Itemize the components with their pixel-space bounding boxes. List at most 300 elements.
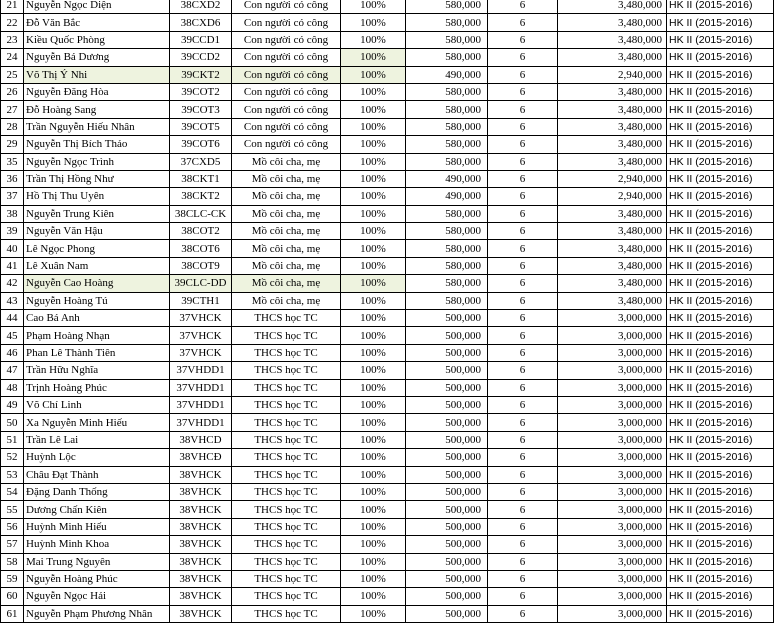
semester-cell[interactable]: HK II (2015-2016) [667, 205, 774, 222]
semester-cell[interactable]: HK II (2015-2016) [667, 518, 774, 535]
months-cell[interactable]: 6 [488, 275, 558, 292]
monthly-amount-cell[interactable]: 580,000 [406, 240, 488, 257]
semester-cell[interactable]: HK II (2015-2016) [667, 588, 774, 605]
months-cell[interactable]: 6 [488, 14, 558, 31]
row-number-cell[interactable]: 43 [1, 292, 24, 309]
class-code-cell[interactable]: 38VHCK [170, 605, 232, 622]
category-cell[interactable]: THCS học TC [232, 379, 341, 396]
student-name-cell[interactable]: Châu Đạt Thành [24, 466, 170, 483]
monthly-amount-cell[interactable]: 500,000 [406, 466, 488, 483]
percent-cell[interactable]: 100% [341, 518, 406, 535]
months-cell[interactable]: 6 [488, 66, 558, 83]
category-cell[interactable]: THCS học TC [232, 362, 341, 379]
percent-cell[interactable]: 100% [341, 205, 406, 222]
row-number-cell[interactable]: 38 [1, 205, 24, 222]
category-cell[interactable]: THCS học TC [232, 327, 341, 344]
monthly-amount-cell[interactable]: 500,000 [406, 414, 488, 431]
percent-cell[interactable]: 100% [341, 449, 406, 466]
student-name-cell[interactable]: Kiều Quốc Phòng [24, 31, 170, 48]
monthly-amount-cell[interactable]: 500,000 [406, 379, 488, 396]
row-number-cell[interactable]: 57 [1, 536, 24, 553]
category-cell[interactable]: Mồ côi cha, mẹ [232, 188, 341, 205]
percent-cell[interactable]: 100% [341, 431, 406, 448]
student-name-cell[interactable]: Huỳnh Minh Khoa [24, 536, 170, 553]
class-code-cell[interactable]: 37VHCK [170, 310, 232, 327]
months-cell[interactable]: 6 [488, 501, 558, 518]
semester-cell[interactable]: HK II (2015-2016) [667, 101, 774, 118]
row-number-cell[interactable]: 53 [1, 466, 24, 483]
class-code-cell[interactable]: 38VHCK [170, 570, 232, 587]
category-cell[interactable]: THCS học TC [232, 570, 341, 587]
class-code-cell[interactable]: 38CKT1 [170, 170, 232, 187]
row-number-cell[interactable]: 51 [1, 431, 24, 448]
monthly-amount-cell[interactable]: 580,000 [406, 83, 488, 100]
percent-cell[interactable]: 100% [341, 344, 406, 361]
months-cell[interactable]: 6 [488, 449, 558, 466]
row-number-cell[interactable]: 41 [1, 257, 24, 274]
monthly-amount-cell[interactable]: 580,000 [406, 275, 488, 292]
student-name-cell[interactable]: Lê Ngọc Phong [24, 240, 170, 257]
class-code-cell[interactable]: 39COT3 [170, 101, 232, 118]
monthly-amount-cell[interactable]: 500,000 [406, 362, 488, 379]
category-cell[interactable]: Con người có công [232, 0, 341, 14]
total-amount-cell[interactable]: 3,480,000 [558, 136, 667, 153]
months-cell[interactable]: 6 [488, 362, 558, 379]
category-cell[interactable]: THCS học TC [232, 431, 341, 448]
row-number-cell[interactable]: 36 [1, 170, 24, 187]
student-name-cell[interactable]: Nguyễn Ngọc Trình [24, 153, 170, 170]
class-code-cell[interactable]: 38VHCK [170, 501, 232, 518]
class-code-cell[interactable]: 38VHCK [170, 466, 232, 483]
category-cell[interactable]: Con người có công [232, 14, 341, 31]
total-amount-cell[interactable]: 3,000,000 [558, 553, 667, 570]
months-cell[interactable]: 6 [488, 344, 558, 361]
months-cell[interactable]: 6 [488, 0, 558, 14]
percent-cell[interactable]: 100% [341, 223, 406, 240]
total-amount-cell[interactable]: 2,940,000 [558, 66, 667, 83]
monthly-amount-cell[interactable]: 500,000 [406, 396, 488, 413]
category-cell[interactable]: THCS học TC [232, 466, 341, 483]
category-cell[interactable]: Mồ côi cha, mẹ [232, 240, 341, 257]
category-cell[interactable]: THCS học TC [232, 344, 341, 361]
percent-cell[interactable]: 100% [341, 605, 406, 622]
monthly-amount-cell[interactable]: 500,000 [406, 518, 488, 535]
class-code-cell[interactable]: 38VHCD [170, 431, 232, 448]
total-amount-cell[interactable]: 3,000,000 [558, 483, 667, 500]
row-number-cell[interactable]: 42 [1, 275, 24, 292]
category-cell[interactable]: THCS học TC [232, 605, 341, 622]
category-cell[interactable]: Mồ côi cha, mẹ [232, 223, 341, 240]
class-code-cell[interactable]: 38COT2 [170, 223, 232, 240]
total-amount-cell[interactable]: 3,000,000 [558, 310, 667, 327]
total-amount-cell[interactable]: 3,000,000 [558, 605, 667, 622]
total-amount-cell[interactable]: 3,480,000 [558, 275, 667, 292]
monthly-amount-cell[interactable]: 500,000 [406, 483, 488, 500]
total-amount-cell[interactable]: 3,480,000 [558, 292, 667, 309]
total-amount-cell[interactable]: 3,000,000 [558, 431, 667, 448]
semester-cell[interactable]: HK II (2015-2016) [667, 14, 774, 31]
student-name-cell[interactable]: Mai Trung Nguyên [24, 553, 170, 570]
percent-cell[interactable]: 100% [341, 188, 406, 205]
student-name-cell[interactable]: Nguyễn Ngọc Hải [24, 588, 170, 605]
row-number-cell[interactable]: 25 [1, 66, 24, 83]
student-name-cell[interactable]: Trần Hữu Nghĩa [24, 362, 170, 379]
row-number-cell[interactable]: 21 [1, 0, 24, 14]
student-name-cell[interactable]: Võ Chí Linh [24, 396, 170, 413]
semester-cell[interactable]: HK II (2015-2016) [667, 449, 774, 466]
student-name-cell[interactable]: Trịnh Hoàng Phúc [24, 379, 170, 396]
monthly-amount-cell[interactable]: 580,000 [406, 223, 488, 240]
semester-cell[interactable]: HK II (2015-2016) [667, 240, 774, 257]
class-code-cell[interactable]: 39CKT2 [170, 66, 232, 83]
months-cell[interactable]: 6 [488, 310, 558, 327]
monthly-amount-cell[interactable]: 580,000 [406, 101, 488, 118]
months-cell[interactable]: 6 [488, 31, 558, 48]
total-amount-cell[interactable]: 3,480,000 [558, 257, 667, 274]
semester-cell[interactable]: HK II (2015-2016) [667, 414, 774, 431]
semester-cell[interactable]: HK II (2015-2016) [667, 0, 774, 14]
monthly-amount-cell[interactable]: 500,000 [406, 344, 488, 361]
class-code-cell[interactable]: 39COT5 [170, 118, 232, 135]
row-number-cell[interactable]: 22 [1, 14, 24, 31]
percent-cell[interactable]: 100% [341, 275, 406, 292]
percent-cell[interactable]: 100% [341, 257, 406, 274]
category-cell[interactable]: THCS học TC [232, 310, 341, 327]
category-cell[interactable]: Con người có công [232, 136, 341, 153]
monthly-amount-cell[interactable]: 490,000 [406, 170, 488, 187]
months-cell[interactable]: 6 [488, 327, 558, 344]
monthly-amount-cell[interactable]: 500,000 [406, 536, 488, 553]
class-code-cell[interactable]: 38COT9 [170, 257, 232, 274]
category-cell[interactable]: Con người có công [232, 101, 341, 118]
semester-cell[interactable]: HK II (2015-2016) [667, 275, 774, 292]
row-number-cell[interactable]: 61 [1, 605, 24, 622]
category-cell[interactable]: Mồ côi cha, mẹ [232, 292, 341, 309]
row-number-cell[interactable]: 45 [1, 327, 24, 344]
row-number-cell[interactable]: 39 [1, 223, 24, 240]
months-cell[interactable]: 6 [488, 483, 558, 500]
row-number-cell[interactable]: 59 [1, 570, 24, 587]
total-amount-cell[interactable]: 3,000,000 [558, 588, 667, 605]
class-code-cell[interactable]: 39CLC-DD [170, 275, 232, 292]
monthly-amount-cell[interactable]: 500,000 [406, 449, 488, 466]
student-name-cell[interactable]: Nguyễn Hoàng Tú [24, 292, 170, 309]
months-cell[interactable]: 6 [488, 605, 558, 622]
row-number-cell[interactable]: 49 [1, 396, 24, 413]
total-amount-cell[interactable]: 3,000,000 [558, 379, 667, 396]
semester-cell[interactable]: HK II (2015-2016) [667, 188, 774, 205]
percent-cell[interactable]: 100% [341, 310, 406, 327]
total-amount-cell[interactable]: 3,480,000 [558, 101, 667, 118]
monthly-amount-cell[interactable]: 580,000 [406, 49, 488, 66]
class-code-cell[interactable]: 37VHDD1 [170, 396, 232, 413]
class-code-cell[interactable]: 38VHCK [170, 553, 232, 570]
months-cell[interactable]: 6 [488, 223, 558, 240]
student-name-cell[interactable]: Đỗ Hoàng Sang [24, 101, 170, 118]
semester-cell[interactable]: HK II (2015-2016) [667, 501, 774, 518]
class-code-cell[interactable]: 38CXD2 [170, 0, 232, 14]
class-code-cell[interactable]: 38CXD6 [170, 14, 232, 31]
total-amount-cell[interactable]: 3,000,000 [558, 327, 667, 344]
percent-cell[interactable]: 100% [341, 0, 406, 14]
class-code-cell[interactable]: 38VHCK [170, 518, 232, 535]
percent-cell[interactable]: 100% [341, 170, 406, 187]
category-cell[interactable]: Mồ côi cha, mẹ [232, 170, 341, 187]
row-number-cell[interactable]: 27 [1, 101, 24, 118]
percent-cell[interactable]: 100% [341, 588, 406, 605]
total-amount-cell[interactable]: 3,480,000 [558, 14, 667, 31]
row-number-cell[interactable]: 55 [1, 501, 24, 518]
student-name-cell[interactable]: Nguyễn Trung Kiên [24, 205, 170, 222]
months-cell[interactable]: 6 [488, 257, 558, 274]
class-code-cell[interactable]: 39CCD1 [170, 31, 232, 48]
category-cell[interactable]: THCS học TC [232, 449, 341, 466]
category-cell[interactable]: THCS học TC [232, 483, 341, 500]
row-number-cell[interactable]: 28 [1, 118, 24, 135]
student-name-cell[interactable]: Trần Thị Hồng Như [24, 170, 170, 187]
student-name-cell[interactable]: Nguyễn Thị Bích Thảo [24, 136, 170, 153]
total-amount-cell[interactable]: 3,480,000 [558, 153, 667, 170]
monthly-amount-cell[interactable]: 500,000 [406, 570, 488, 587]
total-amount-cell[interactable]: 3,000,000 [558, 466, 667, 483]
row-number-cell[interactable]: 50 [1, 414, 24, 431]
row-number-cell[interactable]: 37 [1, 188, 24, 205]
row-number-cell[interactable]: 29 [1, 136, 24, 153]
percent-cell[interactable]: 100% [341, 49, 406, 66]
percent-cell[interactable]: 100% [341, 14, 406, 31]
semester-cell[interactable]: HK II (2015-2016) [667, 344, 774, 361]
semester-cell[interactable]: HK II (2015-2016) [667, 605, 774, 622]
monthly-amount-cell[interactable]: 580,000 [406, 0, 488, 14]
student-name-cell[interactable]: Đặng Danh Thống [24, 483, 170, 500]
months-cell[interactable]: 6 [488, 518, 558, 535]
category-cell[interactable]: THCS học TC [232, 536, 341, 553]
student-name-cell[interactable]: Huỳnh Lộc [24, 449, 170, 466]
months-cell[interactable]: 6 [488, 431, 558, 448]
months-cell[interactable]: 6 [488, 570, 558, 587]
total-amount-cell[interactable]: 3,000,000 [558, 414, 667, 431]
months-cell[interactable]: 6 [488, 414, 558, 431]
student-name-cell[interactable]: Phan Lê Thành Tiên [24, 344, 170, 361]
semester-cell[interactable]: HK II (2015-2016) [667, 431, 774, 448]
student-name-cell[interactable]: Huỳnh Minh Hiếu [24, 518, 170, 535]
total-amount-cell[interactable]: 3,480,000 [558, 205, 667, 222]
total-amount-cell[interactable]: 3,480,000 [558, 0, 667, 14]
percent-cell[interactable]: 100% [341, 118, 406, 135]
months-cell[interactable]: 6 [488, 49, 558, 66]
semester-cell[interactable]: HK II (2015-2016) [667, 170, 774, 187]
student-name-cell[interactable]: Cao Bá Anh [24, 310, 170, 327]
row-number-cell[interactable]: 60 [1, 588, 24, 605]
semester-cell[interactable]: HK II (2015-2016) [667, 310, 774, 327]
student-name-cell[interactable]: Hồ Thị Thu Uyên [24, 188, 170, 205]
percent-cell[interactable]: 100% [341, 483, 406, 500]
months-cell[interactable]: 6 [488, 588, 558, 605]
semester-cell[interactable]: HK II (2015-2016) [667, 83, 774, 100]
class-code-cell[interactable]: 39COT2 [170, 83, 232, 100]
months-cell[interactable]: 6 [488, 379, 558, 396]
row-number-cell[interactable]: 44 [1, 310, 24, 327]
student-name-cell[interactable]: Nguyễn Văn Hậu [24, 223, 170, 240]
student-name-cell[interactable]: Xa Nguyễn Minh Hiếu [24, 414, 170, 431]
months-cell[interactable]: 6 [488, 240, 558, 257]
months-cell[interactable]: 6 [488, 83, 558, 100]
total-amount-cell[interactable]: 3,000,000 [558, 396, 667, 413]
semester-cell[interactable]: HK II (2015-2016) [667, 257, 774, 274]
class-code-cell[interactable]: 38COT6 [170, 240, 232, 257]
semester-cell[interactable]: HK II (2015-2016) [667, 292, 774, 309]
row-number-cell[interactable]: 54 [1, 483, 24, 500]
total-amount-cell[interactable]: 3,000,000 [558, 501, 667, 518]
class-code-cell[interactable]: 38VHCK [170, 536, 232, 553]
total-amount-cell[interactable]: 3,480,000 [558, 118, 667, 135]
semester-cell[interactable]: HK II (2015-2016) [667, 362, 774, 379]
months-cell[interactable]: 6 [488, 396, 558, 413]
row-number-cell[interactable]: 26 [1, 83, 24, 100]
months-cell[interactable]: 6 [488, 136, 558, 153]
category-cell[interactable]: THCS học TC [232, 501, 341, 518]
student-name-cell[interactable]: Nguyễn Phạm Phương Nhân [24, 605, 170, 622]
category-cell[interactable]: THCS học TC [232, 553, 341, 570]
class-code-cell[interactable]: 37VHDD1 [170, 379, 232, 396]
monthly-amount-cell[interactable]: 500,000 [406, 310, 488, 327]
monthly-amount-cell[interactable]: 500,000 [406, 501, 488, 518]
student-name-cell[interactable]: Phạm Hoàng Nhạn [24, 327, 170, 344]
total-amount-cell[interactable]: 2,940,000 [558, 170, 667, 187]
row-number-cell[interactable]: 56 [1, 518, 24, 535]
semester-cell[interactable]: HK II (2015-2016) [667, 327, 774, 344]
class-code-cell[interactable]: 37VHCK [170, 344, 232, 361]
row-number-cell[interactable]: 46 [1, 344, 24, 361]
class-code-cell[interactable]: 37CXD5 [170, 153, 232, 170]
percent-cell[interactable]: 100% [341, 153, 406, 170]
student-name-cell[interactable]: Dương Chấn Kiên [24, 501, 170, 518]
class-code-cell[interactable]: 37VHCK [170, 327, 232, 344]
percent-cell[interactable]: 100% [341, 240, 406, 257]
category-cell[interactable]: Mồ côi cha, mẹ [232, 153, 341, 170]
category-cell[interactable]: Con người có công [232, 66, 341, 83]
row-number-cell[interactable]: 58 [1, 553, 24, 570]
months-cell[interactable]: 6 [488, 292, 558, 309]
percent-cell[interactable]: 100% [341, 292, 406, 309]
monthly-amount-cell[interactable]: 500,000 [406, 553, 488, 570]
total-amount-cell[interactable]: 3,480,000 [558, 83, 667, 100]
months-cell[interactable]: 6 [488, 553, 558, 570]
class-code-cell[interactable]: 38CLC-CK [170, 205, 232, 222]
row-number-cell[interactable]: 40 [1, 240, 24, 257]
class-code-cell[interactable]: 37VHDD1 [170, 362, 232, 379]
category-cell[interactable]: Mồ côi cha, mẹ [232, 205, 341, 222]
months-cell[interactable]: 6 [488, 153, 558, 170]
row-number-cell[interactable]: 47 [1, 362, 24, 379]
percent-cell[interactable]: 100% [341, 136, 406, 153]
category-cell[interactable]: Mồ côi cha, mẹ [232, 257, 341, 274]
monthly-amount-cell[interactable]: 490,000 [406, 188, 488, 205]
total-amount-cell[interactable]: 2,940,000 [558, 188, 667, 205]
percent-cell[interactable]: 100% [341, 362, 406, 379]
student-name-cell[interactable]: Đỗ Văn Bắc [24, 14, 170, 31]
semester-cell[interactable]: HK II (2015-2016) [667, 536, 774, 553]
percent-cell[interactable]: 100% [341, 66, 406, 83]
monthly-amount-cell[interactable]: 580,000 [406, 14, 488, 31]
row-number-cell[interactable]: 52 [1, 449, 24, 466]
row-number-cell[interactable]: 24 [1, 49, 24, 66]
months-cell[interactable]: 6 [488, 205, 558, 222]
student-name-cell[interactable]: Nguyễn Cao Hoàng [24, 275, 170, 292]
monthly-amount-cell[interactable]: 580,000 [406, 292, 488, 309]
row-number-cell[interactable]: 48 [1, 379, 24, 396]
student-name-cell[interactable]: Trần Lê Lai [24, 431, 170, 448]
category-cell[interactable]: Con người có công [232, 31, 341, 48]
total-amount-cell[interactable]: 3,480,000 [558, 223, 667, 240]
monthly-amount-cell[interactable]: 580,000 [406, 257, 488, 274]
semester-cell[interactable]: HK II (2015-2016) [667, 379, 774, 396]
category-cell[interactable]: THCS học TC [232, 396, 341, 413]
percent-cell[interactable]: 100% [341, 553, 406, 570]
monthly-amount-cell[interactable]: 500,000 [406, 431, 488, 448]
semester-cell[interactable]: HK II (2015-2016) [667, 553, 774, 570]
class-code-cell[interactable]: 38CKT2 [170, 188, 232, 205]
monthly-amount-cell[interactable]: 580,000 [406, 118, 488, 135]
total-amount-cell[interactable]: 3,480,000 [558, 31, 667, 48]
category-cell[interactable]: Con người có công [232, 83, 341, 100]
semester-cell[interactable]: HK II (2015-2016) [667, 483, 774, 500]
class-code-cell[interactable]: 38VHCK [170, 483, 232, 500]
row-number-cell[interactable]: 23 [1, 31, 24, 48]
total-amount-cell[interactable]: 3,000,000 [558, 362, 667, 379]
percent-cell[interactable]: 100% [341, 379, 406, 396]
monthly-amount-cell[interactable]: 580,000 [406, 31, 488, 48]
percent-cell[interactable]: 100% [341, 101, 406, 118]
student-name-cell[interactable]: Nguyễn Đăng Hòa [24, 83, 170, 100]
monthly-amount-cell[interactable]: 580,000 [406, 153, 488, 170]
semester-cell[interactable]: HK II (2015-2016) [667, 31, 774, 48]
semester-cell[interactable]: HK II (2015-2016) [667, 466, 774, 483]
percent-cell[interactable]: 100% [341, 396, 406, 413]
percent-cell[interactable]: 100% [341, 414, 406, 431]
student-name-cell[interactable]: Trần Nguyễn Hiếu Nhân [24, 118, 170, 135]
semester-cell[interactable]: HK II (2015-2016) [667, 136, 774, 153]
student-name-cell[interactable]: Nguyễn Hoàng Phúc [24, 570, 170, 587]
percent-cell[interactable]: 100% [341, 327, 406, 344]
percent-cell[interactable]: 100% [341, 31, 406, 48]
monthly-amount-cell[interactable]: 490,000 [406, 66, 488, 83]
percent-cell[interactable]: 100% [341, 501, 406, 518]
monthly-amount-cell[interactable]: 580,000 [406, 205, 488, 222]
months-cell[interactable]: 6 [488, 466, 558, 483]
student-name-cell[interactable]: Võ Thị Ý Nhi [24, 66, 170, 83]
percent-cell[interactable]: 100% [341, 83, 406, 100]
row-number-cell[interactable]: 35 [1, 153, 24, 170]
category-cell[interactable]: Mồ côi cha, mẹ [232, 275, 341, 292]
monthly-amount-cell[interactable]: 500,000 [406, 605, 488, 622]
student-name-cell[interactable]: Lê Xuân Nam [24, 257, 170, 274]
monthly-amount-cell[interactable]: 500,000 [406, 588, 488, 605]
student-name-cell[interactable]: Nguyễn Ngọc Diện [24, 0, 170, 14]
semester-cell[interactable]: HK II (2015-2016) [667, 49, 774, 66]
semester-cell[interactable]: HK II (2015-2016) [667, 66, 774, 83]
semester-cell[interactable]: HK II (2015-2016) [667, 570, 774, 587]
monthly-amount-cell[interactable]: 580,000 [406, 136, 488, 153]
percent-cell[interactable]: 100% [341, 466, 406, 483]
total-amount-cell[interactable]: 3,000,000 [558, 344, 667, 361]
months-cell[interactable]: 6 [488, 101, 558, 118]
category-cell[interactable]: Con người có công [232, 49, 341, 66]
student-name-cell[interactable]: Nguyễn Bá Dương [24, 49, 170, 66]
semester-cell[interactable]: HK II (2015-2016) [667, 118, 774, 135]
total-amount-cell[interactable]: 3,000,000 [558, 570, 667, 587]
total-amount-cell[interactable]: 3,000,000 [558, 449, 667, 466]
